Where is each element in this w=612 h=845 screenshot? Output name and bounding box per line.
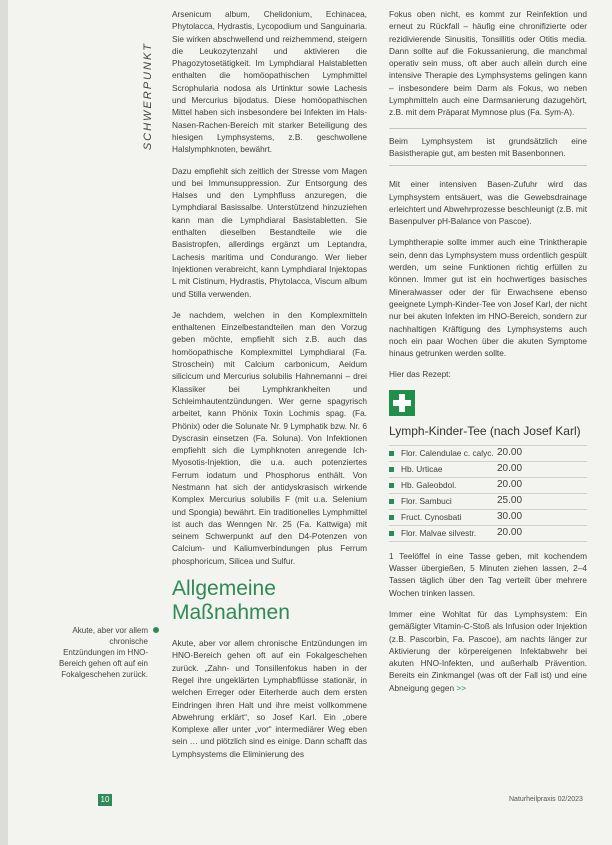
paragraph: Je nachdem, welchen in den Komplexmitteln enthaltenen Einzelbestandteilen man den Vorzug geben möchte, empfiehlt sich z.B. auch das homöopathische Komplexmittel Lymphdiaral (Fa. Stroschein) mit Calcium carbonicum, Aeidum silicicum und Mercurius solubilis Hahnemanni – drei Klassiker bei Lymphkrankheiten und Schleimhautentzündungen. Wer gerne spagyrisch arbeitet, kann Phönix Toxin Lochmis spag. (Fa. Phönix) oder die Solunate Nr. 9 Lymphatik bzw. Nr. 6 Dyscrasin einsetzen (Fa. Soluna). Von Infektionen empfiehlt sich die Lymphknoten anregende Ich-Myosotis-Injektion, die u.a. auch potenziertes Ferrum iodatum und Phosphorus enthält. Von Nestmann hat sich der antidyskrasisch wirkende Komplex Mercurius solubilis F (mit u.a. Selenium und Spongia) bewährt. Ein traditionelles Lymphmittel ist auch das Wenngen Nr. 25 (Fa. Kattwiga) mit seinem Schwerpunkt auf den D4-Potenzen von Calcium- und Kaliumverbindungen plus Ferrum phosphoricum, Silicea und Sulfur. [172, 309, 367, 566]
herb-amount: 20.00 [497, 447, 523, 459]
right-column [389, 8, 587, 703]
paragraph: Arsenicum album, Chelidonium, Echinacea, Phytolacca, Hydrastis, Lycopodium und Sanguinaria. Sie wirken abschwellend und reizhemmend, steigern die Leukozytenzahl und aktivieren die Phagozytosetätigkeit. Im Lymphdiaral Halstabletten enthalten die homöopathischen Lymphmittel Scrophularia nodosa als Urtinktur sowie Lachesis und Mercurius bijodatus. Diese homöopathischen Mittel haben sich insbesondere bei Infekten im Hals-Nasen-Rachen-Bereich mit starker Beteiligung des hiesigen Lymphsystems, z.B. geschwollene Halslymphknoten, bewährt. [172, 9, 367, 155]
recipe-row [389, 446, 587, 462]
recipe-row [389, 478, 587, 494]
footer-publication: Naturheilpraxis 02/2023 [509, 796, 583, 803]
herb-name: Fruct. Cynosbati [401, 512, 462, 523]
quote-dot-icon [153, 627, 159, 633]
bullet-icon [389, 515, 394, 520]
page-number: 10 [98, 794, 112, 806]
section-heading: Allgemeine Maßnahmen [172, 577, 290, 625]
bullet-icon [389, 531, 394, 536]
herb-amount: 25.00 [497, 495, 523, 507]
recipe-row [389, 494, 587, 510]
herb-name: Hb. Galeobdol. [401, 480, 457, 491]
section-label: SCHWERPUNKT [142, 42, 154, 151]
herb-amount: 20.00 [497, 463, 523, 475]
pull-quote: Akute, aber vor allem chronische Entzündungen im HNO-Bereich gehen oft auf ein Fokalgeschehen zurück. [59, 626, 148, 679]
recipe-title: Lymph-Kinder-Tee (nach Josef Karl) [389, 423, 581, 438]
left-column [172, 8, 367, 769]
paragraph: 1 Teelöffel in eine Tasse geben, mit kochendem Wasser übergießen, 5 Minuten ziehen lassen, 2–4 Tassen täglich über den Tag verteilt über mehrere Wochen trinken lassen. [389, 550, 587, 598]
recipe-row [389, 510, 587, 526]
herb-amount: 30.00 [497, 511, 523, 523]
highlight-text: Beim Lymphsystem ist grundsätzlich eine Basistherapie gut, am besten mit Basenbonnen. [389, 135, 587, 158]
herb-name: Flor. Malvae silvestr. [401, 528, 477, 539]
continue-arrow-icon: >> [456, 682, 467, 693]
paragraph: Lymphtherapie sollte immer auch eine Trinktherapie sein, denn das Lymphsystem muss ordentlich gespült werden, um seine Funktionen richtig erfüllen zu können. Immer gut ist ein hochwertiges basisches Mineralwasser oder der für Erwachsene ebenso geeignete Lymph-Kinder-Tee von Josef Karl, der nicht nur bei akuten Infekten im HNO-Bereich, sondern zur nachhaltigen Kräftigung des Lymphsystems auch noch ein paar Wochen über die akuten Symptome hinaus getrunken werden sollte. [389, 237, 587, 359]
paragraph [389, 608, 587, 694]
paragraph: Fokus oben nicht, es kommt zur Reinfektion und erneut zu Rückfall – häufig eine chronifizierte oder rezidivierende Sinusitis, Tonsillitis oder Otitis media. Dann sollte auf die Fokussanierung, die manchmal operativ sein muss, oft aber auch allein durch eine intensive Therapie des Lymphsystems gelingen kann – insbesondere beim Darm als Fokus, wo neben Lymphmitteln auch eine Darmsanierung dazugehört, z.B. mit dem Präparat Mymnose plus (Fa. Sym-A). [389, 9, 587, 118]
paragraph: Dazu empfiehlt sich zeitlich der Stresse vom Magen und bei Immunsuppression. Zur Entsorgung des Halses und den Lymphfluss anzuregen, die Lymphdiaral Basissalbe. Unterstützend hinzuziehen kann man die Lymphdiaral Basistabletten. Sie enthalten dieselben Bestandteile wie die Basistropfen, allerdings ergänzt um Leptandra, Lachesis maritima und Condurango. Wer lieber Injektionen verabreicht, kann Lymphdiaral Injektopas L mit Cistinum, Hydrastis, Phytolacca, Viscum album und Stilla verwenden. [172, 165, 367, 299]
bullet-icon [389, 467, 394, 472]
herb-name: Flor. Calendulae c. calyc. [401, 448, 494, 459]
paragraph: Akute, aber vor allem chronische Entzündungen im HNO-Bereich gehen oft auf ein Fokalgeschehen zurück. „Zahn- und Tonsillenfokus haben in der Regel ihre ungeklärten Lymphabflüsse stationär, in welchen Erreger oder Eiterherde auch dem ersten Eindringen ihren Halt und ihre meist vollkommene Abwehrung erklärt“, so Josef Karl. Ein „obere Komplexe aller unter „vor“ intermediärer Weg eben sein … und plötzlich sind es einige. Dann schafft das Lymphsystems die Eliminierung des [172, 638, 367, 759]
herb-name: Flor. Sambuci [401, 496, 452, 507]
recipe-row [389, 526, 587, 542]
highlight-box [389, 128, 587, 167]
bullet-icon [389, 451, 394, 456]
bullet-icon [389, 483, 394, 488]
recipe-list [389, 445, 587, 542]
herb-amount: 20.00 [497, 479, 523, 491]
magazine-page [8, 0, 612, 845]
paragraph-text: Immer eine Wohltat für das Lymphsystem: Ein gemäßigter Vitamin-C-Stoß als Infusion oder Injektion (z.B. Pascorbin, Fa. Pascoe), am nachts länger zur Aktivierung der körpereigenen Infektabwehr bei akuten HNO-Infekten, und außerhalb Prävention. Bereits ein Zinkmangel (was oft der Fall ist) und eine Abneigung gegen [389, 608, 587, 693]
herb-name: Hb. Urticae [401, 464, 443, 475]
pharmacy-cross-icon [389, 390, 415, 416]
recipe-row [389, 462, 587, 478]
bullet-icon [389, 499, 394, 504]
paragraph: Hier das Rezept: [389, 369, 451, 380]
paragraph: Mit einer intensiven Basen-Zufuhr wird das Lymphsystem entsäuert, was die Gewebsdrainage erleichtert und Abwehrprozesse beschleunigt (z.B. mit Basenpulver pH-Balance von Pascoe). [389, 179, 587, 227]
herb-amount: 20.00 [497, 527, 523, 539]
